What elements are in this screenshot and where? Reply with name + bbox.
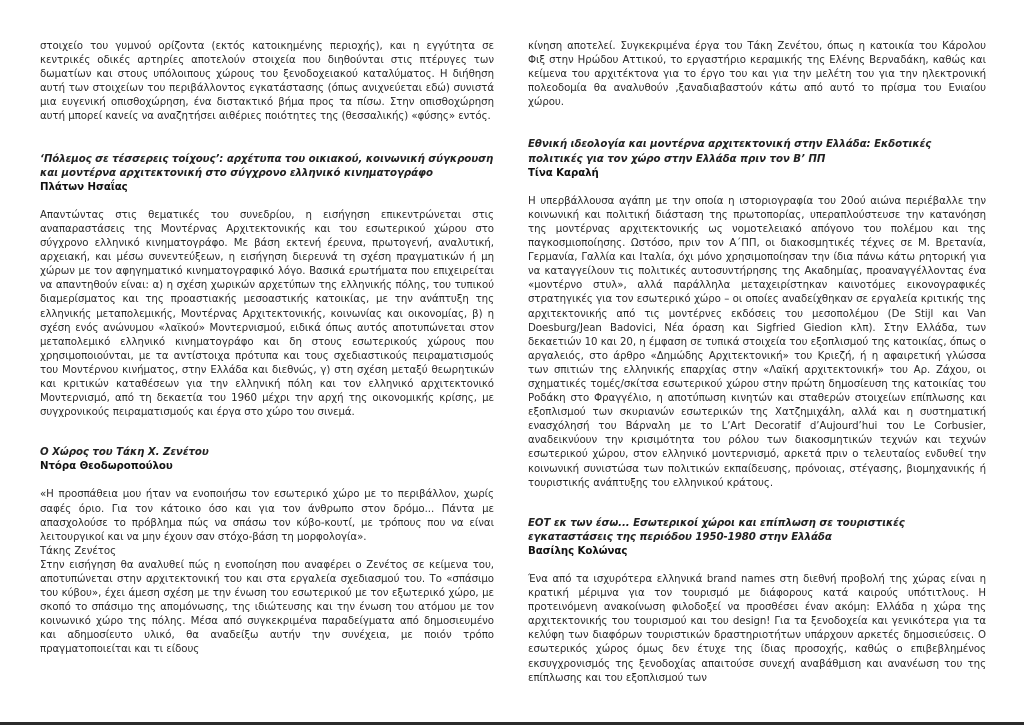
intro-paragraph: κίνηση αποτελεί. Συγκεκριμένα έργα του Τάκη Ζενέτου, όπως η κατοικία του Κάρολου Φιξ στην Ηρώδου Αττικού, το εργαστήριο κεραμικής της Ελένης Βερναδάκη, καθώς και κείμενα του αρχιτέκτονα για το έργο του και για την μελέτη του για την ηλεκτρονική πολεοδομία θα αναλυθούν ,ξαναδιαβαστούν κάτω από αυτό το πρίσμα του Ενιαίου χώρου. (528, 41, 986, 109)
section-quote: «Η προσπάθεια μου ήταν να ενοποιήσω τον εσωτερικό χώρο με το περιβάλλον, χωρίς σαφές όριο. Για τον κάτοικο όσο και για τον άνθρωπο στον δρόμο... Πάντα με απασχολούσε το πρόβλημα πώς να σπάσω τον κύβο-κουτί, με τρόπους που να είναι λειτουργικοί και να μην έχουν σαν στόχο-βάση τη μορφολογία». (40, 489, 494, 543)
intro-paragraph: στοιχείο του γυμνού ορίζοντα (εκτός κατοικημένης περιοχής), και η εγγύτητα σε κεντρικές οδικές αρτηρίες αποτελούν στοιχεία που διηθούνται στις πτέρυγες των δωματίων και στους υπόλοιπους χώρους του ξενοδοχειακού καταλύματος. Η διήθηση αυτή των στοιχείων του περιβάλλοντος εγκατάστασης (όπως ανιχνεύεται εδώ) συνιστά μια ευγενική οπισθοχώρηση, ένα διστακτικό βήμα προς τα πίσω. Στην οπισθοχώρηση αυτή μπορεί κανείς να αναζητήσει αιθέριες ποιότητες της (θεσσαλικής) «φύσης» εντός. (40, 41, 494, 123)
spacer (40, 420, 494, 446)
section-author: Ντόρα Θεοδωροπούλου (40, 461, 173, 473)
spacer (528, 110, 986, 138)
section-title: Εθνική ιδεολογία και μοντέρνα αρχιτεκτονική στην Ελλάδα: Εκδοτικές πολιτικές για τον χώρο στην Ελλάδα πριν τον Β’ ΠΠ (528, 139, 932, 165)
right-column (528, 40, 986, 686)
section-author: Βασίλης Κολώνας (528, 545, 628, 557)
section-author: Τίνα Καραλή (528, 167, 599, 179)
quote-attribution: Τάκης Ζενέτος (40, 545, 116, 557)
section-body: Απαντώντας στις θεματικές του συνεδρίου, η εισήγηση επικεντρώνεται στις αναπαραστάσεις της Μοντέρνας Αρχιτεκτονικής και του εσωτερικού χώρου στο σύγχρονο ελληνικό κινηματογράφο. Με βάση εκτενή έρευνα, πρωτογενή, αναλυτική, αρχειακή, και μέσω συνεντεύξεων, η εισήγηση διερευνά τη σχέση πραγματικών ή μη χώρων με τον αφηγηματικό κινηματογραφικό λόγο. Βασικά ερωτήματα που επιχειρείται να απαντηθούν είναι: α) η σχέση χωρικών αρχετύπων της ελληνικής πόλης, του τυπικού διαμερίσματος και της προαστιακής μεσοαστικής κατοικίας, με την ανάπτυξη της ελληνικής μεταπολεμικής, Μοντέρνας Αρχιτεκτονικής, κοινωνίας και οικονομίας, β) η σχέση ενός ανώνυμου «λαϊκού» Μοντερνισμού, ειδικά όπως αυτός αποτυπώνεται στον μεταπολεμικό ελληνικό κινηματογράφο και δη στους εσωτερικούς χώρους που χρησιμοποιούνται, με τα αντίστοιχα πρότυπα και τους σχεδιαστικούς πειραματισμούς του Μοντέρνου κινήματος, στην Ελλάδα και διεθνώς, γ) στη σχέση μεταξύ θεωρητικών και κριτικών καταθέσεων για την ελληνική πόλη και τον ελληνικό αρχιτεκτονικό Μοντερνισμό, από τη δεκαετία του 1960 μέχρι την αρχή της οικονομικής κρίσης, με συγχρονικούς πειραματισμούς και έργα στο χώρο του σινεμά. (40, 209, 494, 419)
section-title: Ο Χώρος του Τάκη Χ. Ζενέτου (40, 447, 209, 459)
spacer (40, 125, 494, 153)
section-title: ‘Πόλεμος σε τέσσερεις τοίχους’: αρχέτυπα του οικιακού, κοινωνική σύγκρουση και μοντέρνα αρχιτεκτονική στο σύγχρονο ελληνικό κινηματογράφο (40, 153, 494, 179)
section-title: ΕΟΤ εκ των έσω... Εσωτερικοί χώροι και επίπλωση σε τουριστικές εγκαταστάσεις της περιόδου 1950-1980 στην Ελλάδα (528, 517, 905, 543)
spacer (528, 491, 986, 517)
section-body: Η υπερβάλλουσα αγάπη με την οποία η ιστοριογραφία του 20ού αιώνα περιέβαλλε την κοινωνική και πολιτική διάσταση της πρωτοπορίας, υπεραπλούστευσε την κατανόηση της μοντέρνας αρχιτεκτονικής ως νομοτελειακό απόγονο του πολέμου και της παγκοσμιοποίησης. Ωστόσο, πριν τον Α΄ΠΠ, οι διακοσμητικές τέχνες σε Μ. Βρετανία, Γερμανία, Γαλλία και Ιταλία, όχι μόνο χρησιμοποίησαν την ίδια πάνω κάτω ρητορική για να καταγγείλουν τις πολιτικές αυτοσυντήρησης της Ακαδημίας, προαναγγέλλοντας ένα «μοντέρνο στυλ», αλλά παράλληλα μεταχειρίστηκαν καινοτόμες εικονογραφικές στρατηγικές για τον εσωτερικό χώρο – οι οποίες αναδείχθηκαν σε εργαλεία κριτικής της αρχιτεκτονικής από τις μοντέρνες εκδόσεις του μεσοπολέμου (De Stijl και Van Doesburg/Jean Badovici, Νέα όραση και Sigfried Giedion κλπ). Στην Ελλάδα, των δεκαετιών 10 και 20, η έμφαση σε τυπικά στοιχεία του εξοπλισμού της κατοικίας, όπως ο αργαλειός, στο άρθρο «Δημώδης Αρχιτεκτονική» του Κριεζή, ή η αφαιρετική γλώσσα των σπιτιών της ελληνικής επαρχίας στην «Λαϊκή αρχιτεκτονική» του Αρ. Ζάχου, οι σχηματικές τομές/σκίτσα εσωτερικού χώρου στην πρώτη δημοσίευση της κατοικίας του Ροδάκη στο Φραγγέλιο, η αποτύπωση κινητών και σταθερών στοιχείων επίπλωσης και εξοπλισμού των σκυριανών εσωτερικών της Χατζημιχάλη, αλλά και η συστηματική ενασχόλησή του Βάρναλη με το L’Art Decoratif d’Aujourd’hui του Le Corbusier, αναδεικνύουν την κρισιμότητα του ρόλου των διακοσμητικών τεχνών και τεχνών εσωτερικού χώρου, στον ελληνικό μοντερνισμό, αρκετά πριν ο τελευταίος ενδυθεί την κοινωνική συνιστώσα των πολιτικών εκπαίδευσης, πρόνοιας, στέγασης, βιομηχανικής ή τουριστικής ανάπτυξης του ελληνικού κράτους. (528, 195, 986, 489)
section-author: Πλάτων Ησαΐας (40, 181, 128, 193)
left-column (40, 40, 494, 658)
section-body: Στην εισήγηση θα αναλυθεί πώς η ενοποίηση που αναφέρει ο Ζενέτος σε κείμενα του, αποτυπώνεται στην αρχιτεκτονική του και στα εργαλεία σχεδιασμού του. Το «σπάσιμο του κύβου», έχει άμεση σχέση με την ένωση του εσωτερικού με τον εξωτερικό χώρο, με σκοπό το σπάσιμο της απομόνωσης, της ιδιώτευσης και την ένωση του ατόμου με τον κοινωνικό χώρο της πόλης. Μέσα από συγκεκριμένα παραδείγματα από δημοσιευμένο και αδημοσίευτο υλικό, θα αναδείξω αυτήν την συνέχεια, με ποιόν τρόπο πραγματοποιείται και τι είδους (40, 559, 494, 656)
section-body: Ένα από τα ισχυρότερα ελληνικά brand names στη διεθνή προβολή της χώρας είναι η κρατική μέριμνα για τον τουρισμό με διάφορους κατά καιρούς υπότιτλους. Η προτεινόμενη ανακοίνωση φιλοδοξεί να προσθέσει έναν ακόμη: Ελλάδα η χώρα της αρχιτεκτονικής του τουρισμού και του design! Για τα ξενοδοχεία και γενικότερα για τα κελύφη των διαφόρων τουριστικών δραστηριοτήτων υπάρχουν αρκετές δημοσιεύσεις. Ο εσωτερικός χώρος όμως δεν έτυχε της ίδιας προσοχής, καθώς ο επιβεβλημένος εκσυγχρονισμός της ξενοδοχίας απαιτούσε συνεχή αναβάθμιση και ανανέωση του της επίπλωσης και του εξοπλισμού των (528, 574, 986, 684)
